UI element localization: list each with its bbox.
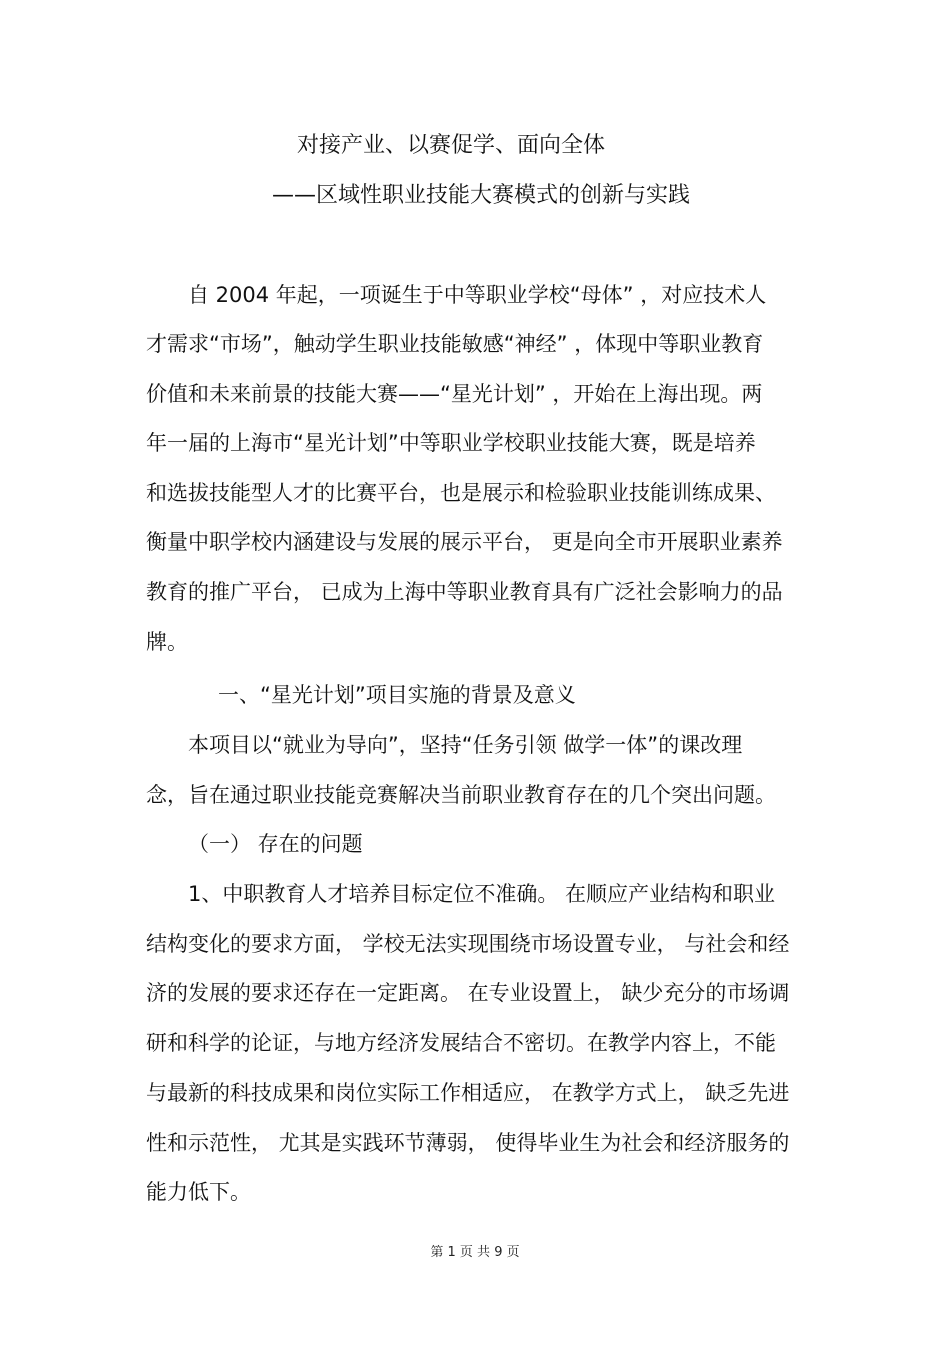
paragraph-line: 济的发展的要求还存在一定距离。 在专业设置上， 缺少充分的市场调 xyxy=(146,981,790,1005)
paragraph-line: 自 2004 年起，一项诞生于中等职业学校“母体” ，对应技术人 xyxy=(188,283,767,307)
section-heading: 一、“星光计划”项目实施的背景及意义 xyxy=(218,683,576,707)
paragraph-line: 研和科学的论证，与地方经济发展结合不密切。在教学内容上，不能 xyxy=(146,1031,776,1055)
paragraph-line: 教育的推广平台， 已成为上海中等职业教育具有广泛社会影响力的品 xyxy=(146,580,783,604)
paragraph-line: 与最新的科技成果和岗位实际工作相适应， 在教学方式上， 缺乏先进 xyxy=(146,1081,790,1105)
paragraph-line: 念，旨在通过职业技能竞赛解决当前职业教育存在的几个突出问题。 xyxy=(146,783,776,807)
paragraph-line: 和选拔技能型人才的比赛平台，也是展示和检验职业技能训练成果、 xyxy=(146,481,776,505)
paragraph-line: 牌。 xyxy=(146,630,188,654)
paragraph-line: 本项目以“就业为导向”，坚持“任务引领 做学一体”的课改理 xyxy=(188,733,743,757)
paragraph-line: 性和示范性， 尤其是实践环节薄弱， 使得毕业生为社会和经济服务的 xyxy=(146,1131,790,1155)
paragraph-line: 能力低下。 xyxy=(146,1180,251,1204)
paragraph-line: 年一届的上海市“星光计划”中等职业学校职业技能大赛，既是培养 xyxy=(146,431,756,455)
paragraph-line: 衡量中职学校内涵建设与发展的展示平台， 更是向全市开展职业素养 xyxy=(146,530,783,554)
subsection-heading: （一） 存在的问题 xyxy=(188,832,363,856)
page-title: 对接产业、以赛促学、面向全体 xyxy=(297,133,606,158)
paragraph-line: 结构变化的要求方面， 学校无法实现围绕市场设置专业， 与社会和经 xyxy=(146,932,790,956)
page-subtitle: ——区域性职业技能大赛模式的创新与实践 xyxy=(272,183,691,208)
paragraph-line: 才需求“市场”，触动学生职业技能敏感“神经” ，体现中等职业教育 xyxy=(146,332,764,356)
paragraph-line: 1、中职教育人才培养目标定位不准确。 在顺应产业结构和职业 xyxy=(188,882,776,906)
paragraph-line: 价值和未来前景的技能大赛——“星光计划” ，开始在上海出现。两 xyxy=(146,382,763,406)
page-number-footer: 第 1 页 共 9 页 xyxy=(430,1245,520,1260)
